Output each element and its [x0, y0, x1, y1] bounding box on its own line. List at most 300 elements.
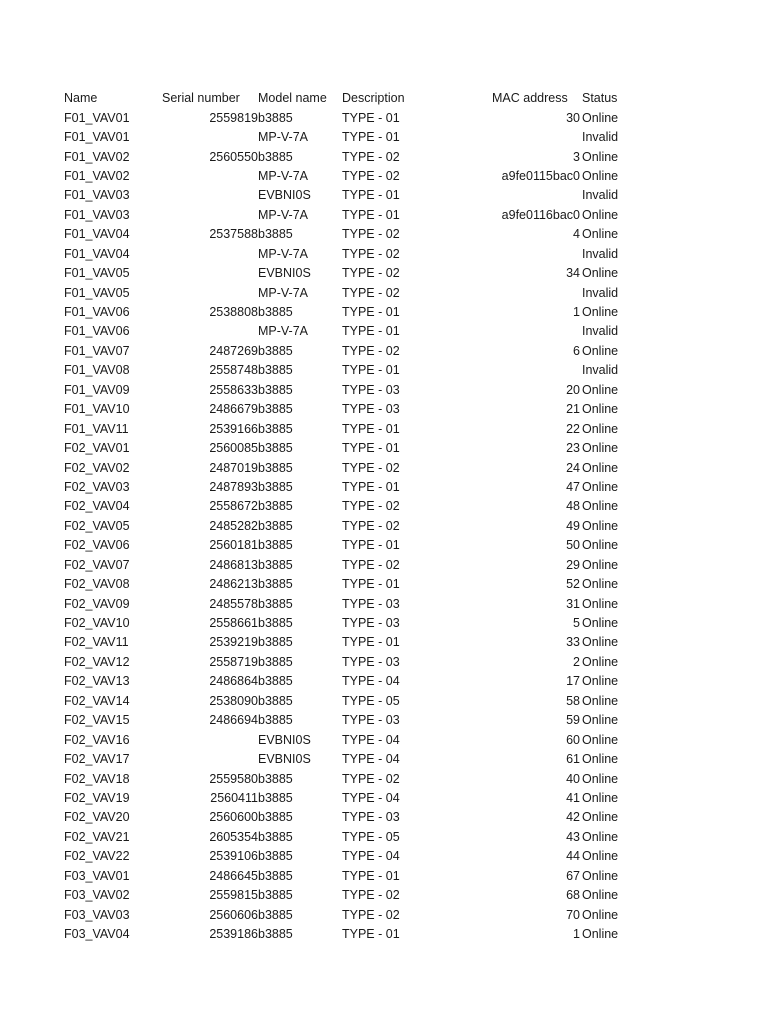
cell-serial-number [160, 245, 258, 264]
cell-description: TYPE - 01 [342, 441, 400, 456]
cell-status: Online [582, 693, 619, 708]
table-row [64, 653, 634, 672]
cell-status: Online [582, 868, 619, 883]
cell-status: Online [582, 168, 619, 183]
table-row [64, 633, 634, 652]
cell-mac-address: 44 [566, 849, 580, 864]
cell-status: Online [582, 829, 619, 844]
cell-model-name: MP-V-7A [258, 285, 309, 300]
cell-mac-address: a9fe0115bac0 [501, 168, 580, 183]
cell-description: TYPE - 01 [342, 479, 400, 494]
cell-serial-number: 2486813 [209, 557, 258, 572]
cell-serial-number: 2539186 [209, 927, 258, 942]
cell-mac-address: 61 [566, 752, 580, 767]
cell-model-name: b3885 [258, 654, 293, 669]
cell-status: Online [582, 518, 619, 533]
cell-model-name: b3885 [258, 441, 293, 456]
cell-mac-address: 58 [566, 693, 580, 708]
cell-mac-address: 4 [573, 227, 580, 242]
cell-serial-number: 2558719 [209, 654, 258, 669]
cell-model-name: b3885 [258, 343, 293, 358]
table-row [64, 167, 634, 186]
cell-name: F01_VAV07 [64, 343, 130, 358]
cell-name: F02_VAV18 [64, 771, 130, 786]
cell-description: TYPE - 04 [342, 732, 400, 747]
cell-name: F01_VAV06 [64, 305, 130, 320]
table-body [64, 108, 634, 944]
cell-model-name: MP-V-7A [258, 207, 309, 222]
cell-mac-address: 60 [566, 732, 580, 747]
cell-serial-number: 2486864 [209, 674, 258, 689]
cell-serial-number: 2539106 [209, 849, 258, 864]
table-row [64, 925, 634, 944]
cell-serial-number [160, 186, 258, 205]
table-row [64, 672, 634, 691]
table-row [64, 575, 634, 594]
cell-name: F02_VAV05 [64, 518, 130, 533]
cell-serial-number: 2558661 [209, 616, 258, 631]
table-row [64, 361, 634, 380]
cell-mac-address: 30 [566, 110, 580, 125]
cell-serial-number: 2559815 [209, 888, 258, 903]
cell-serial-number: 2538808 [209, 305, 258, 320]
cell-serial-number: 2485578 [209, 596, 258, 611]
cell-serial-number: 2487269 [209, 343, 258, 358]
cell-name: F01_VAV05 [64, 285, 130, 300]
cell-model-name: b3885 [258, 518, 293, 533]
cell-status: Online [582, 616, 619, 631]
cell-status: Online [582, 402, 619, 417]
cell-model-name: b3885 [258, 460, 293, 475]
cell-serial-number: 2486694 [209, 713, 258, 728]
cell-serial-number: 2538090 [209, 693, 258, 708]
cell-mac-address: 23 [566, 441, 580, 456]
cell-mac-address: 1 [573, 305, 580, 320]
cell-status: Online [582, 888, 619, 903]
cell-description: TYPE - 02 [342, 168, 400, 183]
table-row [64, 206, 634, 225]
cell-mac-address: 47 [566, 479, 580, 494]
cell-model-name: b3885 [258, 616, 293, 631]
table-row [64, 594, 634, 613]
cell-mac-address: 59 [566, 713, 580, 728]
cell-status: Online [582, 441, 619, 456]
cell-serial-number: 2558672 [209, 499, 258, 514]
cell-description: TYPE - 01 [342, 305, 400, 320]
cell-model-name: b3885 [258, 927, 293, 942]
cell-description: TYPE - 03 [342, 402, 400, 417]
cell-mac-address: 24 [566, 460, 580, 475]
cell-model-name: b3885 [258, 713, 293, 728]
cell-name: F02_VAV08 [64, 577, 130, 592]
cell-model-name: b3885 [258, 693, 293, 708]
cell-name: F01_VAV10 [64, 402, 130, 417]
cell-name: F01_VAV03 [64, 188, 130, 203]
cell-name: F03_VAV01 [64, 868, 130, 883]
table-row [64, 128, 634, 147]
cell-mac-address: 5 [573, 616, 580, 631]
table-row [64, 186, 634, 205]
cell-serial-number: 2559580 [209, 771, 258, 786]
cell-model-name: MP-V-7A [258, 246, 309, 261]
cell-status: Online [582, 849, 619, 864]
cell-name: F01_VAV05 [64, 266, 130, 281]
cell-serial-number: 2486645 [209, 868, 258, 883]
cell-description: TYPE - 01 [342, 868, 400, 883]
cell-status: Online [582, 752, 619, 767]
cell-mac-address [492, 322, 580, 341]
cell-status: Online [582, 499, 619, 514]
cell-model-name: b3885 [258, 674, 293, 689]
cell-status: Invalid [582, 324, 619, 339]
cell-status: Online [582, 149, 619, 164]
table-row [64, 556, 634, 575]
cell-serial-number [160, 128, 258, 147]
cell-model-name: b3885 [258, 479, 293, 494]
cell-status: Online [582, 674, 619, 689]
cell-description: TYPE - 01 [342, 927, 400, 942]
cell-name: F01_VAV01 [64, 130, 130, 145]
cell-name: F02_VAV15 [64, 713, 130, 728]
cell-mac-address [492, 186, 580, 205]
cell-serial-number [160, 322, 258, 341]
table-row [64, 497, 634, 516]
cell-name: F02_VAV03 [64, 479, 130, 494]
cell-mac-address: 6 [573, 343, 580, 358]
cell-name: F02_VAV19 [64, 790, 130, 805]
cell-serial-number [160, 264, 258, 283]
cell-serial-number: 2486679 [209, 402, 258, 417]
cell-mac-address: 70 [566, 907, 580, 922]
cell-description: TYPE - 01 [342, 363, 400, 378]
table-row [64, 381, 634, 400]
cell-status: Invalid [582, 363, 619, 378]
cell-description: TYPE - 04 [342, 674, 400, 689]
cell-name: F02_VAV17 [64, 752, 130, 767]
cell-name: F02_VAV13 [64, 674, 130, 689]
cell-model-name: EVBNI0S [258, 732, 311, 747]
cell-status: Online [582, 635, 619, 650]
cell-mac-address: 50 [566, 538, 580, 553]
cell-status: Online [582, 557, 619, 572]
cell-description: TYPE - 01 [342, 635, 400, 650]
cell-model-name: b3885 [258, 635, 293, 650]
cell-status: Online [582, 266, 619, 281]
cell-serial-number: 2605354 [209, 829, 258, 844]
cell-name: F02_VAV09 [64, 596, 130, 611]
cell-serial-number: 2558748 [209, 363, 258, 378]
cell-name: F02_VAV20 [64, 810, 130, 825]
cell-mac-address: 22 [566, 421, 580, 436]
column-header-mac-address: MAC address [492, 91, 568, 106]
cell-mac-address: 31 [566, 596, 580, 611]
cell-model-name: b3885 [258, 421, 293, 436]
cell-mac-address: 40 [566, 771, 580, 786]
cell-name: F01_VAV02 [64, 149, 130, 164]
cell-mac-address: 34 [566, 266, 580, 281]
cell-model-name: EVBNI0S [258, 752, 311, 767]
table-row [64, 439, 634, 458]
cell-model-name: b3885 [258, 557, 293, 572]
cell-serial-number: 2486213 [209, 577, 258, 592]
cell-name: F01_VAV04 [64, 227, 130, 242]
table-row [64, 419, 634, 438]
cell-status: Online [582, 538, 619, 553]
cell-mac-address: 33 [566, 635, 580, 650]
cell-description: TYPE - 01 [342, 130, 400, 145]
cell-mac-address: 29 [566, 557, 580, 572]
table-row [64, 614, 634, 633]
cell-model-name: b3885 [258, 577, 293, 592]
cell-name: F01_VAV01 [64, 110, 130, 125]
table-row [64, 283, 634, 302]
cell-model-name: EVBNI0S [258, 188, 311, 203]
table-row [64, 769, 634, 788]
column-header-description: Description [342, 91, 405, 106]
table-header [64, 89, 634, 108]
cell-model-name: b3885 [258, 790, 293, 805]
cell-status: Online [582, 732, 619, 747]
cell-status: Online [582, 927, 619, 942]
cell-description: TYPE - 05 [342, 829, 400, 844]
cell-serial-number: 2559819 [209, 110, 258, 125]
device-sheet [64, 89, 634, 944]
column-header-serial-number: Serial number [162, 91, 240, 106]
table-row [64, 342, 634, 361]
cell-serial-number [160, 167, 258, 186]
cell-model-name: b3885 [258, 227, 293, 242]
cell-status: Online [582, 771, 619, 786]
cell-mac-address: 20 [566, 382, 580, 397]
cell-status: Online [582, 713, 619, 728]
cell-serial-number: 2560181 [209, 538, 258, 553]
cell-name: F01_VAV09 [64, 382, 130, 397]
cell-description: TYPE - 02 [342, 557, 400, 572]
cell-model-name: b3885 [258, 888, 293, 903]
table-row [64, 458, 634, 477]
cell-model-name: MP-V-7A [258, 168, 309, 183]
table-row [64, 264, 634, 283]
cell-description: TYPE - 02 [342, 518, 400, 533]
table-row [64, 847, 634, 866]
cell-mac-address [492, 245, 580, 264]
cell-mac-address: 1 [573, 927, 580, 942]
cell-name: F01_VAV04 [64, 246, 130, 261]
table-row [64, 808, 634, 827]
cell-serial-number: 2539166 [209, 421, 258, 436]
cell-status: Online [582, 343, 619, 358]
cell-status: Online [582, 382, 619, 397]
table-row [64, 147, 634, 166]
cell-description: TYPE - 01 [342, 324, 400, 339]
cell-name: F02_VAV14 [64, 693, 130, 708]
table-row [64, 225, 634, 244]
cell-model-name: b3885 [258, 868, 293, 883]
cell-model-name: b3885 [258, 596, 293, 611]
cell-mac-address: 3 [573, 149, 580, 164]
cell-mac-address [492, 283, 580, 302]
cell-model-name: b3885 [258, 305, 293, 320]
cell-status: Online [582, 421, 619, 436]
cell-mac-address: 48 [566, 499, 580, 514]
cell-description: TYPE - 01 [342, 577, 400, 592]
cell-status: Online [582, 460, 619, 475]
cell-status: Online [582, 305, 619, 320]
cell-description: TYPE - 01 [342, 421, 400, 436]
cell-mac-address: 43 [566, 829, 580, 844]
cell-model-name: b3885 [258, 402, 293, 417]
cell-serial-number: 2560600 [209, 810, 258, 825]
cell-description: TYPE - 05 [342, 693, 400, 708]
table-row [64, 692, 634, 711]
cell-description: TYPE - 02 [342, 888, 400, 903]
cell-status: Online [582, 907, 619, 922]
cell-name: F02_VAV21 [64, 829, 130, 844]
cell-description: TYPE - 02 [342, 227, 400, 242]
cell-name: F02_VAV02 [64, 460, 130, 475]
cell-name: F02_VAV06 [64, 538, 130, 553]
cell-mac-address [492, 361, 580, 380]
cell-description: TYPE - 02 [342, 343, 400, 358]
cell-description: TYPE - 04 [342, 790, 400, 805]
cell-model-name: MP-V-7A [258, 130, 309, 145]
cell-description: TYPE - 04 [342, 752, 400, 767]
table-row [64, 867, 634, 886]
table-row [64, 828, 634, 847]
cell-description: TYPE - 02 [342, 246, 400, 261]
cell-model-name: b3885 [258, 907, 293, 922]
cell-model-name: b3885 [258, 382, 293, 397]
cell-status: Invalid [582, 130, 619, 145]
cell-name: F01_VAV03 [64, 207, 130, 222]
cell-serial-number: 2560606 [209, 907, 258, 922]
cell-description: TYPE - 03 [342, 810, 400, 825]
table-row [64, 245, 634, 264]
cell-serial-number: 2537588 [209, 227, 258, 242]
cell-status: Invalid [582, 246, 619, 261]
cell-description: TYPE - 03 [342, 382, 400, 397]
cell-status: Online [582, 479, 619, 494]
cell-description: TYPE - 01 [342, 110, 400, 125]
table-row [64, 730, 634, 749]
cell-mac-address: 2 [573, 654, 580, 669]
column-header-model-name: Model name [258, 91, 327, 106]
cell-status: Online [582, 207, 619, 222]
cell-description: TYPE - 02 [342, 149, 400, 164]
cell-name: F01_VAV11 [64, 421, 129, 436]
cell-name: F02_VAV10 [64, 616, 130, 631]
cell-mac-address: 42 [566, 810, 580, 825]
cell-serial-number: 2487019 [209, 460, 258, 475]
cell-model-name: b3885 [258, 538, 293, 553]
table-row [64, 711, 634, 730]
cell-serial-number: 2560085 [209, 441, 258, 456]
cell-status: Online [582, 227, 619, 242]
device-table [64, 89, 634, 944]
cell-status: Online [582, 110, 619, 125]
cell-name: F03_VAV02 [64, 888, 130, 903]
cell-mac-address: 17 [566, 674, 580, 689]
cell-status: Invalid [582, 285, 619, 300]
cell-serial-number [160, 750, 258, 769]
column-header-name: Name [64, 91, 98, 106]
cell-model-name: b3885 [258, 499, 293, 514]
cell-description: TYPE - 03 [342, 654, 400, 669]
table-row [64, 108, 634, 127]
table-row [64, 478, 634, 497]
cell-name: F01_VAV02 [64, 168, 130, 183]
cell-mac-address: 49 [566, 518, 580, 533]
cell-description: TYPE - 01 [342, 188, 400, 203]
cell-model-name: b3885 [258, 849, 293, 864]
table-row [64, 303, 634, 322]
cell-serial-number [160, 206, 258, 225]
table-row [64, 517, 634, 536]
cell-description: TYPE - 02 [342, 907, 400, 922]
cell-serial-number [160, 283, 258, 302]
cell-name: F02_VAV07 [64, 557, 130, 572]
cell-description: TYPE - 02 [342, 460, 400, 475]
cell-model-name: b3885 [258, 829, 293, 844]
cell-serial-number: 2487893 [209, 479, 258, 494]
cell-status: Online [582, 810, 619, 825]
cell-description: TYPE - 03 [342, 596, 400, 611]
table-row [64, 536, 634, 555]
cell-model-name: b3885 [258, 149, 293, 164]
cell-serial-number: 2485282 [209, 518, 258, 533]
cell-name: F02_VAV04 [64, 499, 130, 514]
cell-description: TYPE - 01 [342, 207, 400, 222]
column-header-status: Status [582, 91, 618, 106]
cell-model-name: EVBNI0S [258, 266, 311, 281]
cell-mac-address: 41 [566, 790, 580, 805]
header-row [64, 89, 634, 108]
cell-description: TYPE - 02 [342, 266, 400, 281]
cell-name: F03_VAV04 [64, 927, 130, 942]
cell-status: Online [582, 596, 619, 611]
table-row [64, 750, 634, 769]
cell-description: TYPE - 03 [342, 713, 400, 728]
cell-name: F02_VAV22 [64, 849, 130, 864]
cell-serial-number: 2560411 [210, 790, 258, 805]
cell-status: Online [582, 577, 619, 592]
cell-mac-address: 21 [566, 402, 580, 417]
table-row [64, 905, 634, 924]
cell-name: F01_VAV06 [64, 324, 130, 339]
cell-description: TYPE - 01 [342, 538, 400, 553]
cell-status: Online [582, 790, 619, 805]
cell-serial-number: 2558633 [209, 382, 258, 397]
cell-model-name: b3885 [258, 771, 293, 786]
cell-mac-address: 52 [566, 577, 580, 592]
table-row [64, 400, 634, 419]
cell-description: TYPE - 02 [342, 771, 400, 786]
cell-status: Online [582, 654, 619, 669]
cell-mac-address: a9fe0116bac0 [501, 207, 580, 222]
cell-description: TYPE - 04 [342, 849, 400, 864]
cell-name: F01_VAV08 [64, 363, 130, 378]
cell-serial-number [160, 730, 258, 749]
table-row [64, 789, 634, 808]
cell-serial-number: 2539219 [209, 635, 258, 650]
cell-mac-address: 67 [566, 868, 580, 883]
cell-mac-address: 68 [566, 888, 580, 903]
cell-name: F02_VAV16 [64, 732, 130, 747]
cell-name: F02_VAV12 [64, 654, 130, 669]
cell-serial-number: 2560550 [209, 149, 258, 164]
cell-name: F03_VAV03 [64, 907, 130, 922]
cell-status: Invalid [582, 188, 619, 203]
